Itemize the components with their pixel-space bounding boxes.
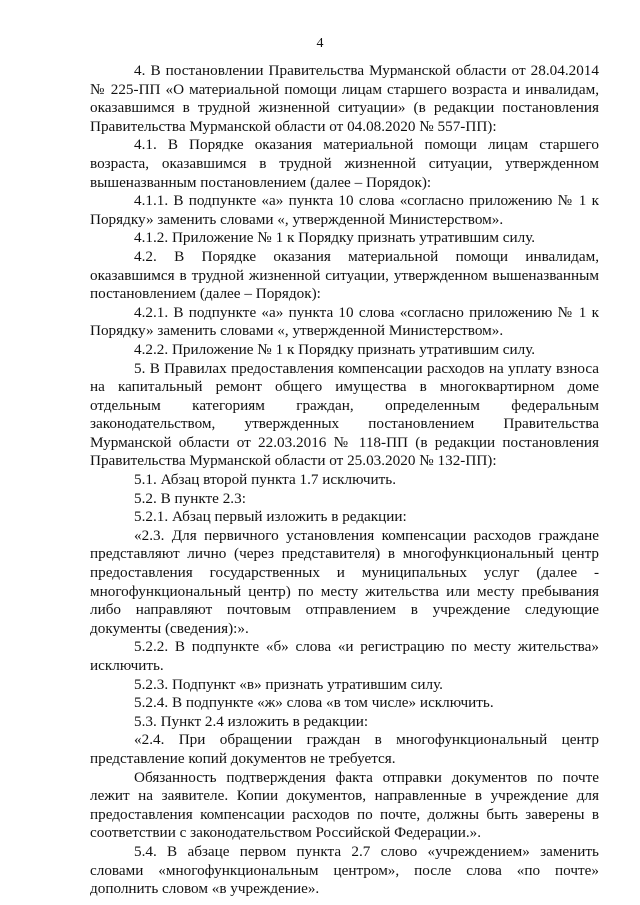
quoted-paragraph-2-3: «2.3. Для первичного установления компенсации расходов граждане представляют лично (через представителя) в многофункциональный центр предоставления государственных и муниципальных услуг (далее - многофункциональный центр) по месту жительства или месту пребывания либо направляют почтовым отправлением в учреждение следующие документы (сведения):».	[90, 526, 599, 637]
paragraph-5-2-2: 5.2.2. В подпункте «б» слова «и регистрацию по месту жительства» исключить.	[90, 638, 599, 674]
paragraph-4: 4. В постановлении Правительства Мурманской области от 28.04.2014 № 225-ПП «О материальной помощи лицам старшего возраста и инвалидам, оказавшимся в трудной жизненной ситуации» (в редакции постановления Правительства Мурманской области от 04.08.2020 № 557-ПП):	[90, 62, 599, 135]
paragraph-5-3: 5.3. Пункт 2.4 изложить в редакции:	[134, 712, 369, 730]
paragraph-4-2-2: 4.2.2. Приложение № 1 к Порядку признать утратившим силу.	[134, 340, 536, 358]
paragraph-5-4: 5.4. В абзаце первом пункта 2.7 слово «учреждением» заменить словами «многофункциональным центром», после слова «по почте» дополнить словом «в учреждение».	[90, 842, 599, 898]
paragraph-5-1: 5.1. Абзац второй пункта 1.7 исключить.	[134, 471, 396, 489]
paragraph-4-1: 4.1. В Порядке оказания материальной помощи лицам старшего возраста, оказавшимся в трудной жизненной ситуации, утвержденном вышеназванным постановлением (далее – Порядок):	[90, 136, 599, 191]
paragraph-4-2: 4.2. В Порядке оказания материальной помощи инвалидам, оказавшимся в трудной жизненной ситуации, утвержденном вышеназванным постановлением (далее – Порядок):	[90, 247, 599, 303]
quoted-paragraph-2-4: «2.4. При обращении граждан в многофункциональный центр представление копий документов не требуется.	[90, 731, 599, 767]
document-body	[90, 62, 599, 899]
quoted-paragraph-obligation: Обязанность подтверждения факта отправки документов по почте лежит на заявителе. Копии документов, направленные в учреждение для предоставления компенсации расходов по почте, должны быть заверены в соответствии с законодательством Российской Федерации.».	[90, 768, 599, 842]
paragraph-4-1-2: 4.1.2. Приложение № 1 к Порядку признать утратившим силу.	[134, 229, 536, 247]
paragraph-5-2: 5.2. В пункте 2.3:	[134, 489, 246, 507]
paragraph-5-2-1: 5.2.1. Абзац первый изложить в редакции:	[134, 508, 407, 526]
paragraph-5-2-4: 5.2.4. В подпункте «ж» слова «в том числе» исключить.	[134, 694, 494, 712]
paragraph-5-2-3: 5.2.3. Подпункт «в» признать утратившим силу.	[134, 675, 443, 693]
page-number: 4	[316, 36, 324, 51]
paragraph-4-1-1: 4.1.1. В подпункте «а» пункта 10 слова «согласно приложению № 1 к Порядку» заменить словами «, утвержденной Министерством».	[90, 192, 599, 228]
paragraph-5: 5. В Правилах предоставления компенсации расходов на уплату взноса на капитальный ремонт общего имущества в многоквартирном доме отдельным категориям граждан, определенным федеральным законодательством, утвержденных постановлением Правительства Мурманской области от 22.03.2016 № 118-ПП (в редакции постановления Правительства Мурманской области от 25.03.2020 № 132-ПП):	[90, 359, 599, 470]
paragraph-4-2-1: 4.2.1. В подпункте «а» пункта 10 слова «согласно приложению № 1 к Порядку» заменить словами «, утвержденной Министерством».	[90, 303, 599, 340]
